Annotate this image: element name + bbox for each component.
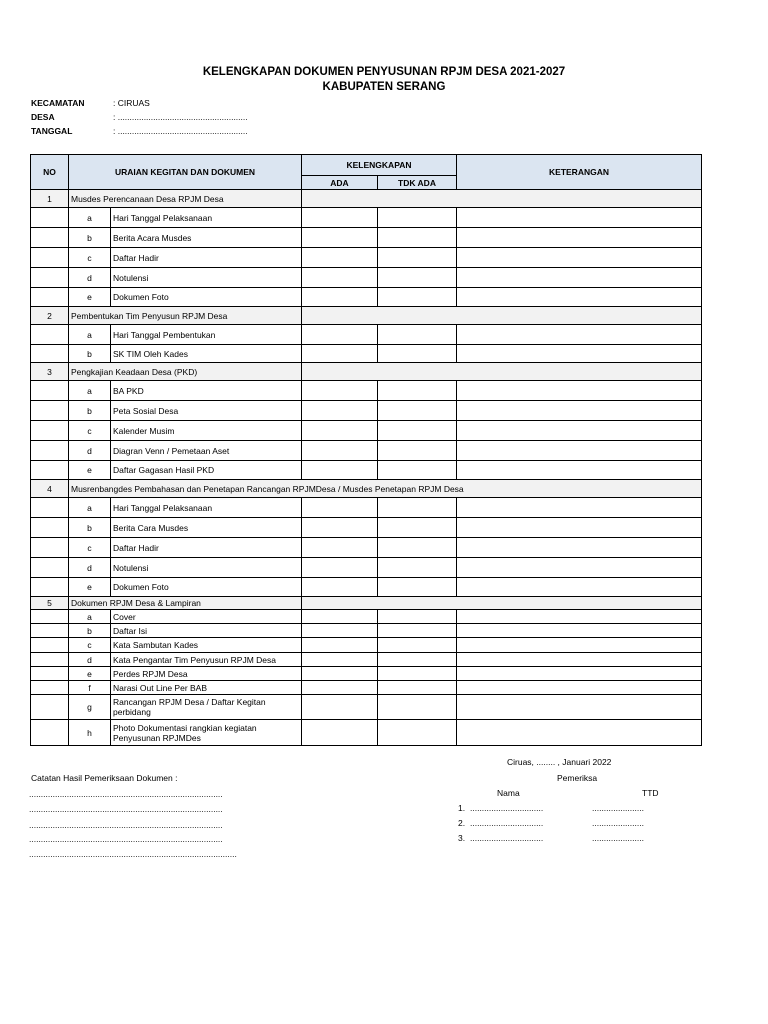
signer-ttd-line[interactable]: ...................... [592, 818, 644, 828]
item-description: Hari Tanggal Pembentukan [111, 325, 302, 345]
ada-cell[interactable] [302, 461, 378, 480]
keterangan-cell[interactable] [457, 325, 702, 345]
ada-cell[interactable] [302, 667, 378, 681]
section-number: 4 [31, 480, 69, 498]
item-description: BA PKD [111, 381, 302, 401]
keterangan-cell[interactable] [457, 624, 702, 638]
item-letter: a [69, 610, 111, 624]
item-row [31, 638, 702, 653]
item-row [31, 518, 702, 538]
item-row [31, 558, 702, 578]
item-letter: c [69, 421, 111, 441]
signer-name-line[interactable]: ............................... [470, 818, 544, 828]
item-no-blank [31, 558, 69, 578]
section-title [69, 190, 302, 208]
catatan-line[interactable]: .................................................................................. [29, 834, 223, 844]
item-description: Kata Sambutan Kades [111, 638, 302, 653]
signer-name-line[interactable]: ............................... [470, 833, 544, 843]
item-description: Daftar Gagasan Hasil PKD [111, 461, 302, 480]
keterangan-cell[interactable] [457, 638, 702, 653]
tdk-ada-cell[interactable] [378, 268, 457, 288]
item-no-blank [31, 228, 69, 248]
section-title [69, 480, 464, 498]
item-no-blank [31, 461, 69, 480]
item-description: Cover [111, 610, 302, 624]
item-no-blank [31, 325, 69, 345]
item-letter: d [69, 268, 111, 288]
item-letter: a [69, 208, 111, 228]
ada-cell[interactable] [302, 518, 378, 538]
item-description: Narasi Out Line Per BAB [111, 681, 302, 695]
tdk-ada-cell[interactable] [378, 610, 457, 624]
keterangan-cell[interactable] [457, 421, 702, 441]
section-title [69, 307, 302, 325]
ada-cell[interactable] [302, 624, 378, 638]
keterangan-cell[interactable] [457, 681, 702, 695]
item-row [31, 610, 702, 624]
item-letter: b [69, 345, 111, 363]
tdk-ada-cell[interactable] [378, 441, 457, 461]
ada-cell[interactable] [302, 558, 378, 578]
keterangan-cell[interactable] [457, 610, 702, 624]
tdk-ada-cell[interactable] [378, 538, 457, 558]
item-no-blank [31, 681, 69, 695]
tdk-ada-cell[interactable] [378, 624, 457, 638]
item-row [31, 498, 702, 518]
keterangan-cell[interactable] [457, 381, 702, 401]
keterangan-cell[interactable] [457, 695, 702, 720]
keterangan-cell[interactable] [457, 558, 702, 578]
item-description: Perdes RPJM Desa [111, 667, 302, 681]
tdk-ada-cell[interactable] [378, 653, 457, 667]
item-no-blank [31, 401, 69, 421]
section-number: 2 [31, 307, 69, 325]
item-letter: e [69, 578, 111, 597]
item-letter: a [69, 381, 111, 401]
document-title: KELENGKAPAN DOKUMEN PENYUSUNAN RPJM DESA 2021-2027 [202, 66, 566, 78]
item-row [31, 288, 702, 307]
tdk-ada-cell[interactable] [378, 345, 457, 363]
signer-number: 2. [458, 818, 466, 828]
tanggal-label: TANGGAL [31, 126, 73, 136]
ada-cell[interactable] [302, 498, 378, 518]
keterangan-cell[interactable] [457, 208, 702, 228]
keterangan-cell[interactable] [457, 345, 702, 363]
section-number: 5 [31, 597, 69, 610]
keterangan-cell[interactable] [457, 248, 702, 268]
section-number: 1 [31, 190, 69, 208]
item-no-blank [31, 538, 69, 558]
signer-ttd-line[interactable]: ...................... [592, 833, 644, 843]
ada-cell[interactable] [302, 325, 378, 345]
item-no-blank [31, 498, 69, 518]
item-row [31, 538, 702, 558]
ada-cell[interactable] [302, 421, 378, 441]
tdk-ada-cell[interactable] [378, 720, 457, 746]
item-row [31, 720, 702, 746]
ada-cell[interactable] [302, 248, 378, 268]
item-description: Dokumen Foto [111, 288, 302, 307]
tdk-ada-cell[interactable] [378, 248, 457, 268]
section-title [69, 597, 302, 610]
item-row [31, 441, 702, 461]
item-description: Rancangan RPJM Desa / Daftar Kegitan perbidang [111, 695, 302, 720]
tdk-ada-cell[interactable] [378, 578, 457, 597]
keterangan-cell[interactable] [457, 538, 702, 558]
section-blank [302, 597, 702, 610]
tdk-ada-cell[interactable] [378, 498, 457, 518]
item-row [31, 667, 702, 681]
section-number: 3 [31, 363, 69, 381]
document-subtitle: KABUPATEN SERANG [322, 81, 446, 93]
kecamatan-value: : CIRUAS [113, 98, 150, 108]
item-no-blank [31, 421, 69, 441]
keterangan-cell[interactable] [457, 518, 702, 538]
item-letter: b [69, 401, 111, 421]
item-row [31, 681, 702, 695]
ada-cell[interactable] [302, 538, 378, 558]
tanggal-value: : ....................................................... [113, 126, 248, 136]
item-description: Daftar Hadir [111, 248, 302, 268]
item-row [31, 228, 702, 248]
item-letter: d [69, 441, 111, 461]
ada-cell[interactable] [302, 681, 378, 695]
item-letter: c [69, 638, 111, 653]
tdk-ada-cell[interactable] [378, 695, 457, 720]
item-letter: b [69, 228, 111, 248]
header-keterangan: KETERANGAN [457, 155, 702, 190]
item-letter: b [69, 518, 111, 538]
item-description: Kalender Musim [111, 421, 302, 441]
tdk-ada-cell[interactable] [378, 401, 457, 421]
ttd-label: TTD [642, 788, 659, 798]
header-kelengkapan: KELENGKAPAN [302, 155, 457, 176]
ada-cell[interactable] [302, 228, 378, 248]
ada-cell[interactable] [302, 720, 378, 746]
catatan-line[interactable]: .................................................................................. [29, 789, 223, 799]
ada-cell[interactable] [302, 401, 378, 421]
item-row [31, 624, 702, 638]
ada-cell[interactable] [302, 610, 378, 624]
item-description: Diagran Venn / Pemetaan Aset [111, 441, 302, 461]
keterangan-cell[interactable] [457, 720, 702, 746]
nama-label: Nama [497, 788, 520, 798]
item-row [31, 421, 702, 441]
tdk-ada-cell[interactable] [378, 518, 457, 538]
keterangan-cell[interactable] [457, 228, 702, 248]
tdk-ada-cell[interactable] [378, 325, 457, 345]
catatan-line[interactable]: .................................................................................. [29, 820, 223, 830]
section-title-text: Musrenbangdes Pembahasan dan Penetapan Rancangan RPJMDesa / Musdes Penetapan RPJM Desa [71, 483, 464, 494]
item-row [31, 345, 702, 363]
item-no-blank [31, 208, 69, 228]
section-title-text: Pengkajian Keadaan Desa (PKD) [71, 366, 198, 377]
checklist-table [30, 154, 702, 746]
item-no-blank [31, 695, 69, 720]
item-letter: f [69, 681, 111, 695]
tdk-ada-cell[interactable] [378, 288, 457, 307]
item-letter: e [69, 667, 111, 681]
section-row [31, 363, 702, 381]
keterangan-cell[interactable] [457, 498, 702, 518]
tdk-ada-cell[interactable] [378, 381, 457, 401]
item-no-blank [31, 638, 69, 653]
section-row [31, 307, 702, 325]
section-row [31, 190, 702, 208]
ada-cell[interactable] [302, 578, 378, 597]
item-no-blank [31, 288, 69, 307]
keterangan-cell[interactable] [457, 268, 702, 288]
item-no-blank [31, 624, 69, 638]
item-description: Hari Tanggal Pelaksanaan [111, 498, 302, 518]
item-no-blank [31, 653, 69, 667]
item-row [31, 248, 702, 268]
header-ada: ADA [302, 176, 378, 190]
item-letter: a [69, 498, 111, 518]
ada-cell[interactable] [302, 381, 378, 401]
tdk-ada-cell[interactable] [378, 667, 457, 681]
tdk-ada-cell[interactable] [378, 421, 457, 441]
ada-cell[interactable] [302, 288, 378, 307]
item-description: Hari Tanggal Pelaksanaan [111, 208, 302, 228]
ada-cell[interactable] [302, 695, 378, 720]
tdk-ada-cell[interactable] [378, 461, 457, 480]
signer-number: 3. [458, 833, 466, 843]
keterangan-cell[interactable] [457, 401, 702, 421]
item-letter: b [69, 624, 111, 638]
item-description: Peta Sosial Desa [111, 401, 302, 421]
section-blank [302, 190, 702, 208]
item-no-blank [31, 667, 69, 681]
item-no-blank [31, 610, 69, 624]
tdk-ada-cell[interactable] [378, 681, 457, 695]
keterangan-cell[interactable] [457, 653, 702, 667]
desa-value: : ....................................................... [113, 112, 248, 122]
item-letter: h [69, 720, 111, 746]
item-no-blank [31, 518, 69, 538]
item-description: Notulensi [111, 558, 302, 578]
desa-label: DESA [31, 112, 55, 122]
tdk-ada-cell[interactable] [378, 208, 457, 228]
keterangan-cell[interactable] [457, 441, 702, 461]
item-no-blank [31, 248, 69, 268]
tdk-ada-cell[interactable] [378, 228, 457, 248]
item-row [31, 325, 702, 345]
section-blank [302, 363, 702, 381]
header-no: NO [31, 155, 69, 190]
item-description: Photo Dokumentasi rangkian kegiatan Penyusunan RPJMDes [111, 720, 302, 746]
item-row [31, 208, 702, 228]
catatan-line[interactable]: .................................................................................. [29, 804, 223, 814]
item-letter: d [69, 653, 111, 667]
ada-cell[interactable] [302, 208, 378, 228]
item-letter: e [69, 288, 111, 307]
catatan-label: Catatan Hasil Pemeriksaan Dokumen : [31, 773, 178, 783]
signer-number: 1. [458, 803, 466, 813]
item-no-blank [31, 578, 69, 597]
tdk-ada-cell[interactable] [378, 638, 457, 653]
catatan-line[interactable]: ........................................................................................ [29, 849, 237, 859]
item-row [31, 381, 702, 401]
item-letter: e [69, 461, 111, 480]
item-row [31, 653, 702, 667]
signer-name-line[interactable]: ............................... [470, 803, 544, 813]
section-title-text: Pembentukan Tim Penyusun RPJM Desa [71, 310, 228, 321]
item-description: SK TIM Oleh Kades [111, 345, 302, 363]
item-no-blank [31, 381, 69, 401]
keterangan-cell[interactable] [457, 578, 702, 597]
header-uraian: URAIAN KEGITAN DAN DOKUMEN [69, 155, 302, 190]
item-row [31, 401, 702, 421]
item-row [31, 578, 702, 597]
section-blank [302, 307, 702, 325]
ada-cell[interactable] [302, 638, 378, 653]
ada-cell[interactable] [302, 441, 378, 461]
item-row [31, 695, 702, 720]
item-description: Daftar Hadir [111, 538, 302, 558]
signer-ttd-line[interactable]: ...................... [592, 803, 644, 813]
item-letter: d [69, 558, 111, 578]
section-title-text: Musdes Perencanaan Desa RPJM Desa [71, 193, 224, 204]
item-letter: a [69, 325, 111, 345]
place-date: Ciruas, ........ , Januari 2022 [507, 757, 612, 767]
ada-cell[interactable] [302, 345, 378, 363]
item-description: Berita Acara Musdes [111, 228, 302, 248]
keterangan-cell[interactable] [457, 288, 702, 307]
section-title-text: Dokumen RPJM Desa & Lampiran [71, 598, 201, 608]
keterangan-cell[interactable] [457, 461, 702, 480]
header-tdk-ada: TDK ADA [378, 176, 457, 190]
item-row [31, 268, 702, 288]
section-row [31, 597, 702, 610]
ada-cell[interactable] [302, 653, 378, 667]
keterangan-cell[interactable] [457, 667, 702, 681]
pemeriksa-label: Pemeriksa [557, 773, 598, 783]
item-letter: c [69, 538, 111, 558]
item-description: Dokumen Foto [111, 578, 302, 597]
item-description: Notulensi [111, 268, 302, 288]
item-description: Daftar Isi [111, 624, 302, 638]
section-title [69, 363, 302, 381]
ada-cell[interactable] [302, 268, 378, 288]
item-no-blank [31, 345, 69, 363]
item-description: Kata Pengantar Tim Penyusun RPJM Desa [111, 653, 302, 667]
item-row [31, 461, 702, 480]
item-description: Berita Cara Musdes [111, 518, 302, 538]
tdk-ada-cell[interactable] [378, 558, 457, 578]
item-no-blank [31, 441, 69, 461]
kecamatan-label: KECAMATAN [31, 98, 85, 108]
item-letter: c [69, 248, 111, 268]
item-letter: g [69, 695, 111, 720]
section-row [31, 480, 702, 498]
item-no-blank [31, 268, 69, 288]
item-no-blank [31, 720, 69, 746]
